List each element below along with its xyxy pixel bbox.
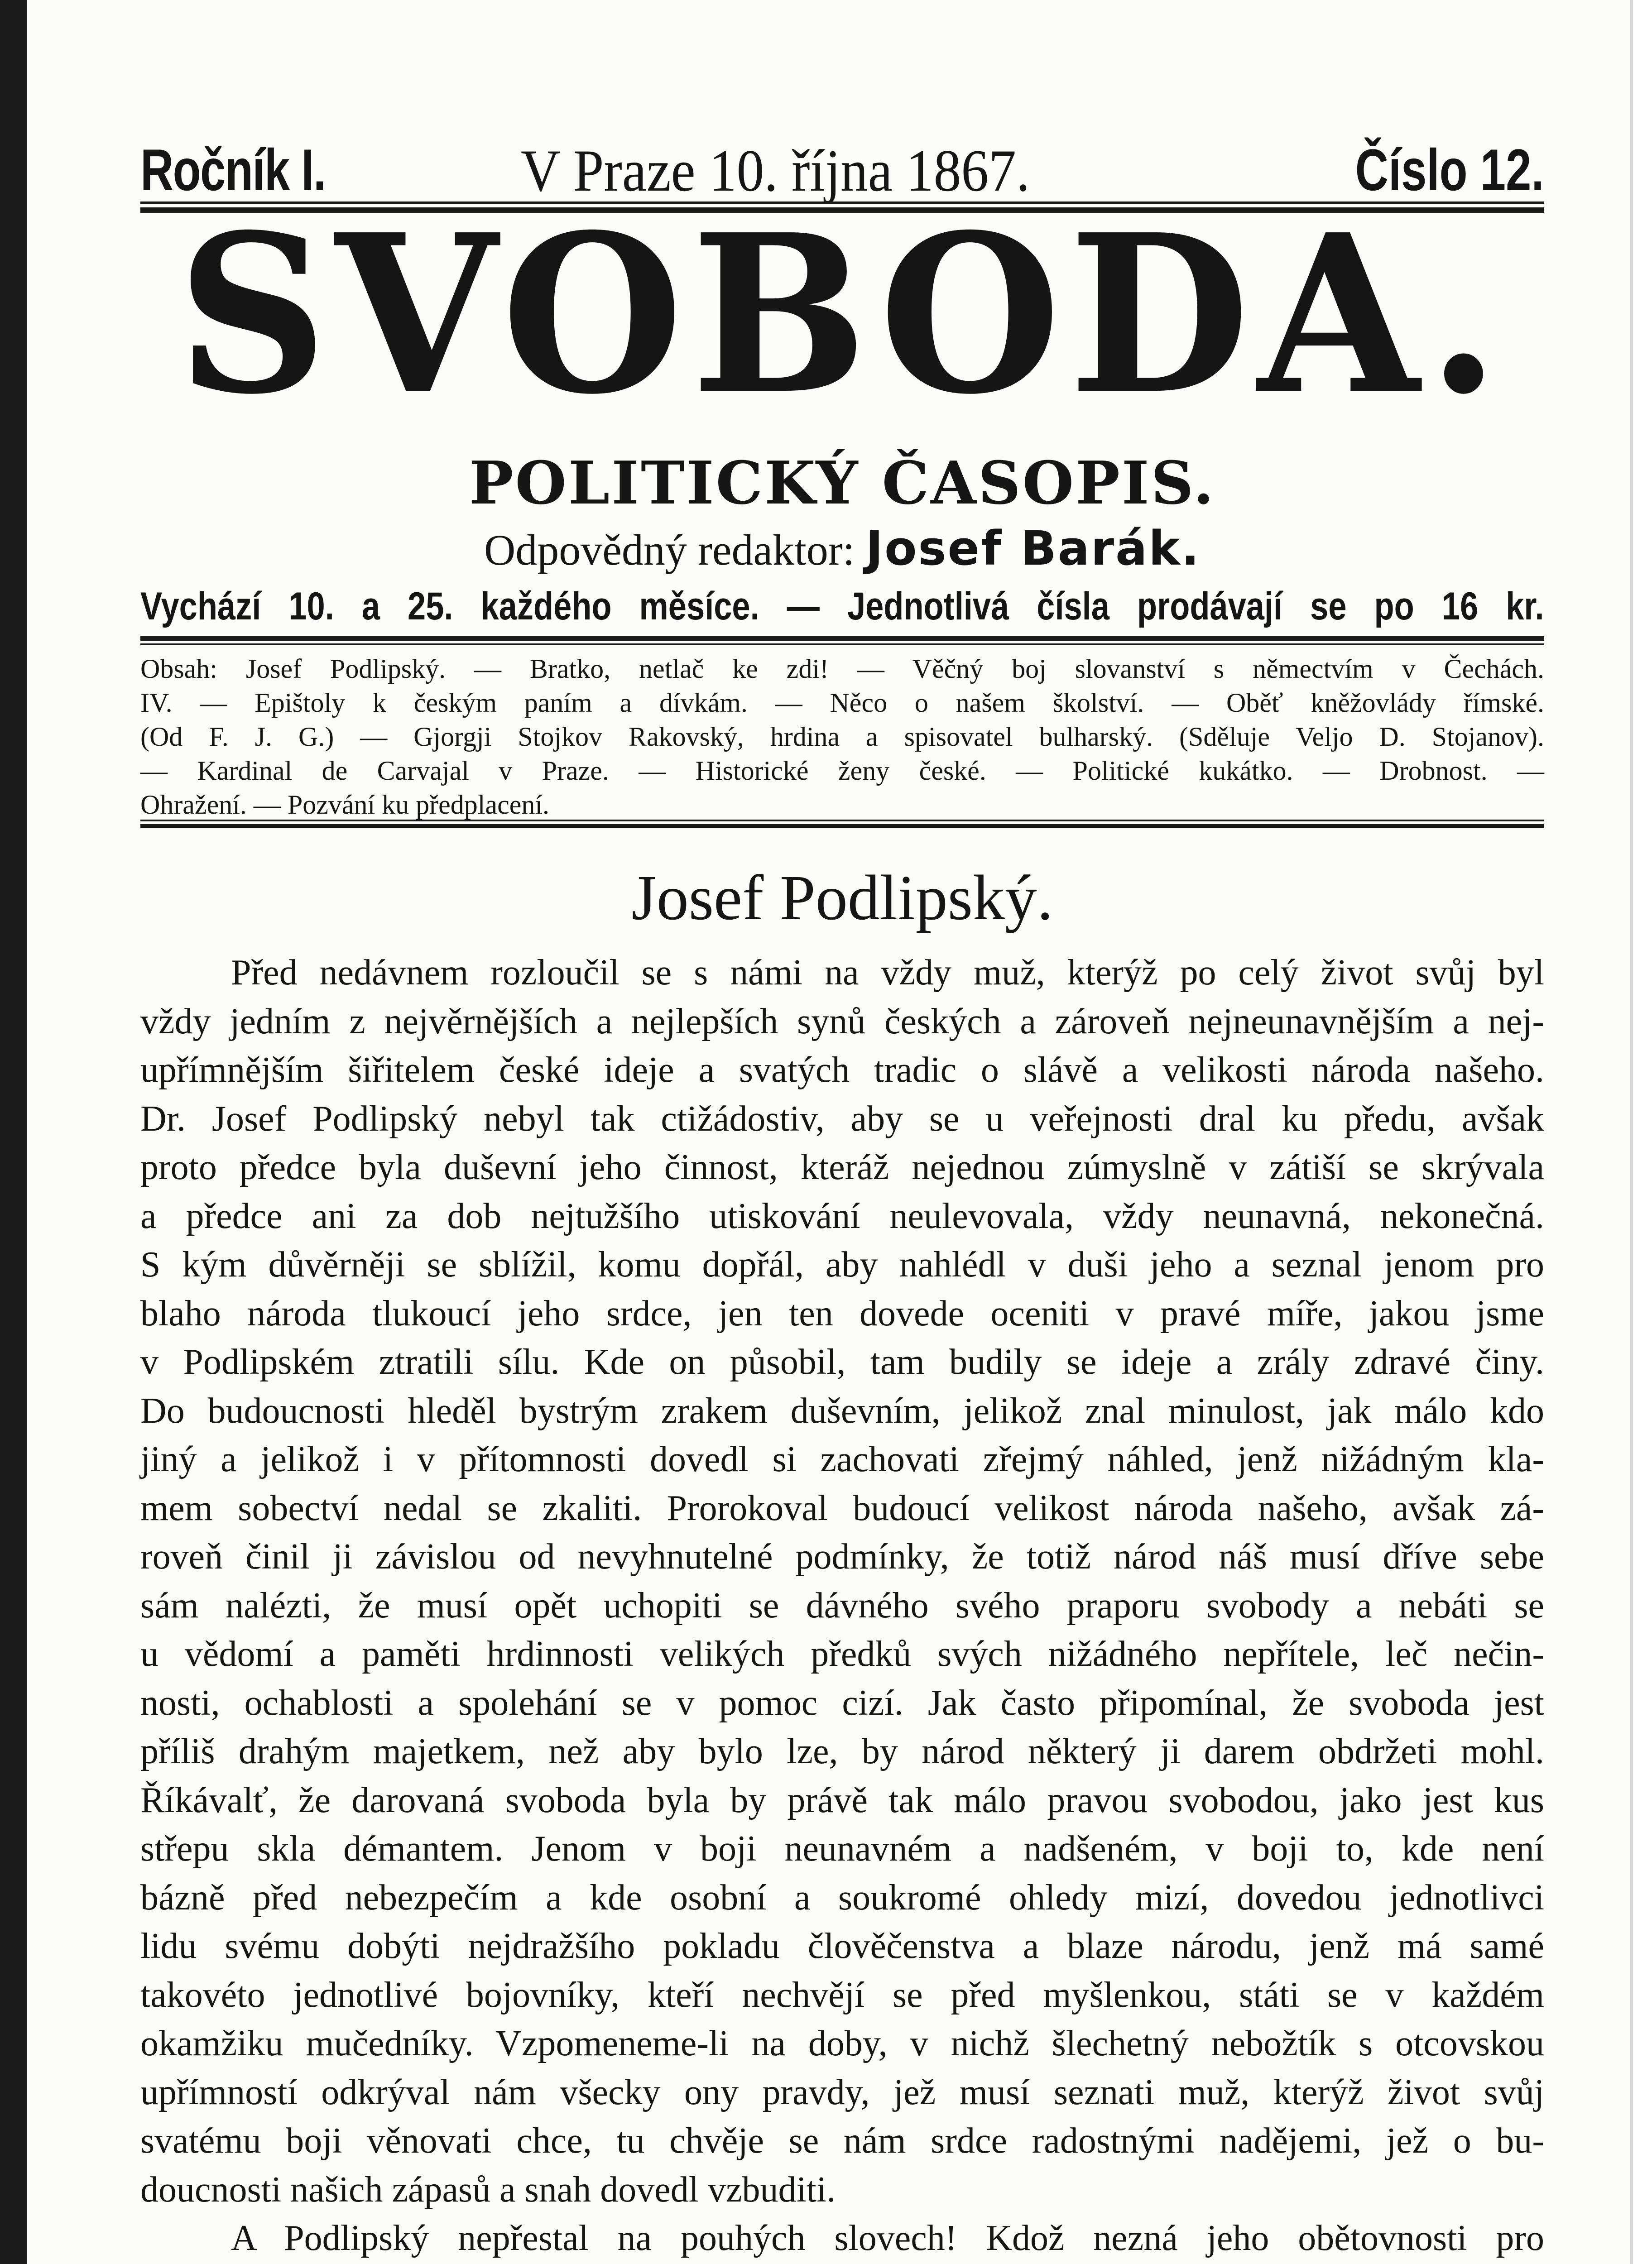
article-line: takovéto jednotlivé bojovníky, kteří nechvějí se před myšlenkou, státi se v každém — [140, 1975, 1544, 2015]
article-title: Josef Podlipský. — [631, 862, 1053, 933]
table-of-contents — [140, 652, 1544, 822]
article-line: vždy jedním z nejvěrnějších a nejlepších synů českých a zároveň nejneunavnějším a nej- — [140, 1001, 1544, 1041]
article-line: Dr. Josef Podlipský nebyl tak ctižádostiv, aby se u veřejnosti dral ku předu, avšak — [140, 1098, 1544, 1139]
article-line: mem sobectví nedal se zkaliti. Prorokoval budoucí velikost národa našeho, avšak zá- — [140, 1488, 1544, 1528]
article-line: roveň činil ji závislou od nevyhnutelné podmínky, že totiž národ náš musí dříve sebe — [140, 1537, 1544, 1577]
article-line: bázně před nebezpečím a kde osobní a soukromé ohledy mizí, dovedou jednotlivci — [140, 1877, 1544, 1918]
article-line: a předce ani za dob nejtužšího utiskování neulevovala, vždy neunavná, nekonečná. — [140, 1196, 1544, 1236]
article-line: příliš drahým majetkem, než aby bylo lze, by národ některý ji darem obdržeti mohl. — [140, 1732, 1544, 1771]
contents-line: (Od F. J. G.) — Gjorgji Stojkov Rakovský, hrdina a spisovatel bulharský. (Sděluje Veljo D. Stojanov). — [140, 722, 1544, 752]
contents-line: Ohražení. — Pozvání ku předplacení. — [140, 790, 550, 820]
editor-line — [140, 521, 1544, 576]
article-body — [140, 949, 1544, 2264]
editor-label: Odpovědný redaktor: — [484, 526, 855, 574]
article-line: u vědomí a paměti hrdinnosti velikých předků svých nižádného nepřítele, leč nečin- — [140, 1634, 1544, 1674]
contents-line: — Kardinal de Carvajal v Praze. — Historické ženy české. — Politické kukátko. — Drobnost. — — [140, 756, 1544, 786]
place-date: V Praze 10. října 1867. — [521, 137, 1030, 204]
contents-bottom-rule — [140, 820, 1544, 828]
article-line: upřímnějším šiřitelem české ideje a svatých tradic o slávě a velikosti národa našeho. — [140, 1050, 1544, 1090]
article-line: lidu svému dobýti nejdražšího pokladu člověčenstva a blaze národu, jenž má samé — [140, 1926, 1544, 1966]
article-line: Říkávalť, že darovaná svoboda byla by právě tak málo pravou svobodou, jako jest kus — [140, 1780, 1544, 1820]
contents-line: Obsah: Josef Podlipský. — Bratko, netlač ke zdi! — Věčný boj slovanství s němectvím v Čechách. — [140, 654, 1544, 684]
article-line: střepu skla démantem. Jenom v boji neunavném a nadšeném, v boji to, kde není — [140, 1829, 1544, 1869]
contents-top-rule — [140, 636, 1544, 645]
article-line: S kým důvěrněji se sblížil, komu dopřál, aby nahlédl v duši jeho a seznal jenom pro — [140, 1245, 1544, 1285]
article-line: A Podlipský nepřestal na pouhých slovech! Kdož nezná jeho obětovnosti pro — [231, 2218, 1544, 2258]
article-line: jiný a jelikož i v přítomnosti dovedl si zachovati zřejmý náhled, jenž nižádným kla- — [140, 1439, 1544, 1479]
publication-info: Vychází 10. a 25. každého měsíce. — Jednotlivá čísla prodávají se po 16 kr. — [140, 585, 1544, 628]
article-line: okamžiku mučedníky. Vzpomeneme-li na doby, v nichž šlechetný nebožtík s otcovskou — [140, 2024, 1544, 2063]
scan-edge — [0, 0, 27, 2264]
article-line: nosti, ochablosti a spolehání se v pomoc cizí. Jak často připomínal, že svoboda jest — [140, 1683, 1544, 1723]
article-line: Do budoucnosti hleděl bystrým zrakem duševním, jelikož znal minulost, jak málo kdo — [140, 1391, 1544, 1431]
contents-line: IV. — Epištoly k českým paním a dívkám. — Něco o našem školství. — Oběť kněžovlády římské. — [140, 688, 1544, 718]
article-line: Před nedávnem rozloučil se s námi na vždy muž, kterýž po celý život svůj byl — [231, 953, 1544, 993]
editor-name: Josef Barák. — [865, 521, 1201, 576]
issue-number: Číslo 12. — [1355, 137, 1544, 203]
article-line: upřímností odkrýval nám všecky ony pravdy, jež musí seznati muž, kterýž život svůj — [140, 2072, 1544, 2112]
newspaper-page — [27, 0, 1633, 2264]
article-line: proto předce byla duševní jeho činnost, kteráž nejednou zúmyslně v zátiší se skrývala — [140, 1147, 1544, 1187]
article-line: v Podlipském ztratili sílu. Kde on působil, tam budily se ideje a zrály zdravé činy. — [140, 1342, 1544, 1382]
masthead-subtitle: POLITICKÝ ČASOPIS. — [469, 448, 1216, 518]
article-line: doucnosti našich zápasů a snah dovedl vzbuditi. — [140, 2169, 836, 2210]
article-line: svatému boji věnovati chce, tu chvěje se nám srdce radostnými nadějemi, jež o bu- — [140, 2121, 1544, 2161]
article-line: blaho národa tlukoucí jeho srdce, jen ten dovede oceniti v pravé míře, jakou jsme — [140, 1293, 1544, 1333]
volume-label: Ročník I. — [140, 137, 326, 203]
masthead-title: SVOBODA. — [177, 187, 1508, 442]
article-line: sám nalézti, že musí opět uchopiti se dávného svého praporu svobody a nebáti se — [140, 1585, 1544, 1626]
